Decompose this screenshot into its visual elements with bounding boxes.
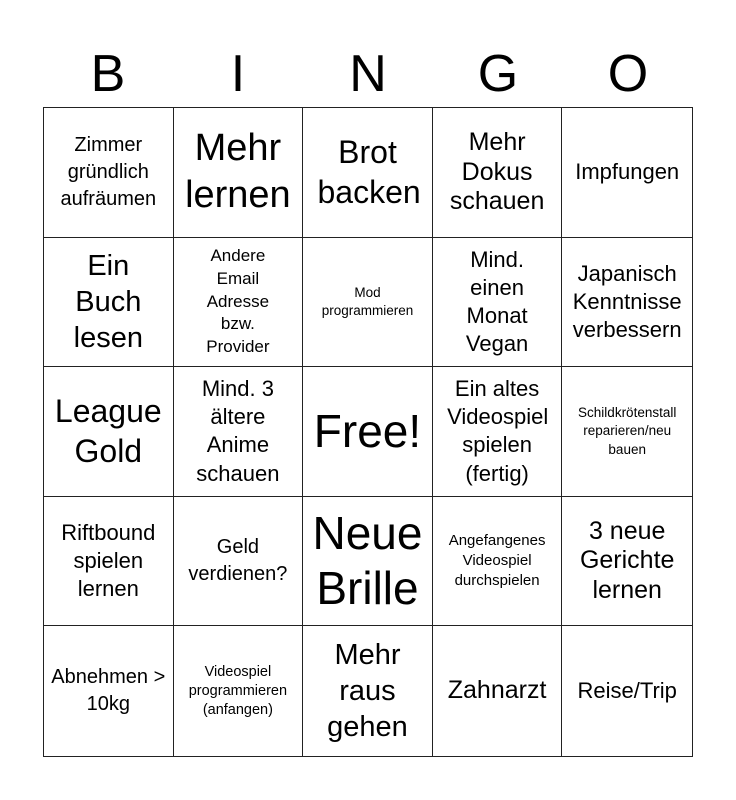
bingo-cell[interactable] — [44, 238, 174, 368]
bingo-cell[interactable] — [303, 626, 433, 756]
bingo-cell[interactable] — [174, 367, 304, 497]
cell-text: Mehr raus gehen — [327, 638, 408, 744]
bingo-cell[interactable] — [303, 108, 433, 238]
bingo-cell[interactable] — [562, 367, 692, 497]
header-letter-g: G — [477, 45, 519, 103]
bingo-cell[interactable] — [562, 497, 692, 627]
cell-text: Videospiel programmieren (anfangen) — [188, 663, 288, 718]
bingo-cell[interactable] — [44, 626, 174, 756]
cell-text: Mod programmieren — [321, 284, 414, 318]
cell-text: Andere Email Adresse bzw. Provider — [206, 245, 270, 357]
header-letter-i: I — [230, 45, 246, 103]
bingo-cell[interactable] — [303, 497, 433, 627]
header-letter-o: O — [607, 45, 649, 103]
bingo-cell[interactable] — [562, 108, 692, 238]
bingo-header — [43, 40, 693, 108]
cell-text: Zimmer gründlich aufräumen — [60, 133, 157, 210]
free-cell[interactable] — [303, 367, 433, 497]
bingo-cell[interactable] — [562, 238, 692, 368]
bingo-grid — [43, 107, 693, 757]
cell-text: Mehr lernen — [185, 126, 291, 217]
cell-text: Neue Brille — [312, 506, 423, 615]
cell-text: Japanisch Kenntnisse verbessern — [572, 260, 682, 342]
cell-text: Reise/Trip — [577, 678, 677, 704]
bingo-cell[interactable] — [174, 497, 304, 627]
cell-text: Brot backen — [317, 134, 421, 211]
bingo-cell[interactable] — [44, 367, 174, 497]
cell-text: Schildkrötenstall reparieren/neu bauen — [578, 405, 677, 457]
bingo-cell[interactable] — [174, 626, 304, 756]
cell-text: Abnehmen > 10kg — [51, 666, 166, 716]
bingo-cell[interactable] — [433, 238, 563, 368]
bingo-cell[interactable] — [44, 497, 174, 627]
cell-text: League Gold — [54, 393, 162, 470]
header-letter-b: B — [90, 45, 126, 103]
bingo-cell[interactable] — [433, 497, 563, 627]
cell-text: Mind. 3 ältere Anime schauen — [196, 376, 280, 486]
cell-text: Mehr Dokus schauen — [449, 128, 545, 216]
header-letter-n: N — [349, 45, 387, 103]
cell-text: 3 neue Gerichte lernen — [579, 516, 675, 604]
cell-text: Zahnarzt — [447, 676, 547, 705]
cell-text: Ein altes Videospiel spielen (fertig) — [447, 376, 549, 486]
cell-text: Angefangenes Videospiel durchspielen — [448, 531, 546, 590]
bingo-cell[interactable] — [44, 108, 174, 238]
bingo-cell[interactable] — [303, 238, 433, 368]
bingo-cell[interactable] — [562, 626, 692, 756]
bingo-cell[interactable] — [433, 367, 563, 497]
cell-text: Impfungen — [575, 159, 680, 185]
cell-text: Ein Buch lesen — [73, 249, 143, 355]
cell-text: Riftbound spielen lernen — [61, 519, 156, 602]
cell-text: Mind. einen Monat Vegan — [465, 246, 529, 357]
bingo-cell[interactable] — [174, 108, 304, 238]
bingo-cell[interactable] — [433, 626, 563, 756]
cell-text: Free! — [313, 404, 422, 457]
cell-text: Geld verdienen? — [188, 536, 288, 586]
bingo-cell[interactable] — [433, 108, 563, 238]
bingo-cell[interactable] — [174, 238, 304, 368]
